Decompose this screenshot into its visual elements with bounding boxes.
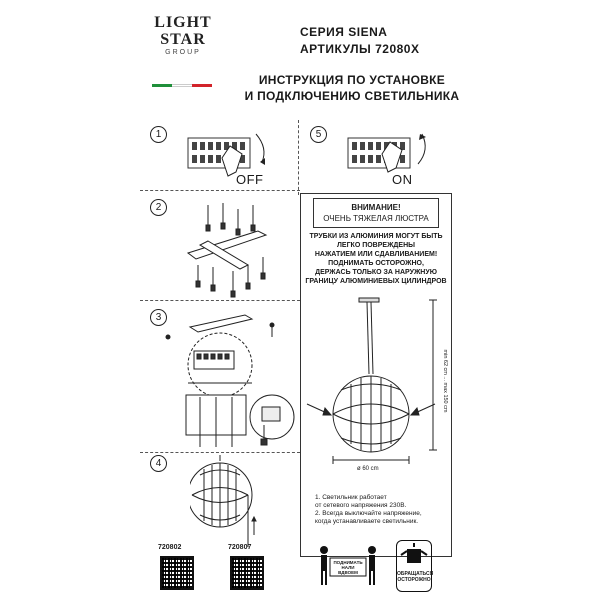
step-2-panel [140, 193, 298, 300]
fragile-box-icon [397, 541, 431, 569]
warning-dimensions-panel [300, 193, 452, 557]
title-line1: ИНСТРУКЦИЯ ПО УСТАНОВКЕ [258, 73, 446, 87]
step-4-panel [140, 455, 298, 555]
step-separator [140, 300, 300, 301]
step-1-label: OFF [236, 172, 264, 187]
note-line: от сетевого напряжения 230В. [315, 502, 407, 509]
note-line: 2. Всегда выключайте напряжение, [315, 510, 422, 517]
step-1-panel [140, 120, 298, 190]
step-3-number: 3 [150, 309, 167, 326]
warning-line: ДЕРЖАСЬ ТОЛЬКО ЗА НАРУЖНУЮ [315, 269, 437, 276]
page-title [232, 72, 472, 104]
logo-line2: STAR [160, 31, 206, 48]
brand-logo [148, 14, 218, 56]
chandelier-dimension-drawing [301, 294, 451, 494]
warning-subtitle: ОЧЕНЬ ТЯЖЕЛАЯ ЛЮСТРА [323, 214, 429, 223]
series-name: СЕРИЯ SIENA [300, 25, 388, 39]
height-dimension-label: min 62 cm ... max 150 cm [442, 349, 448, 413]
step-separator [140, 452, 300, 453]
step-3-panel [140, 303, 298, 451]
series-header [300, 24, 419, 58]
column-separator [298, 120, 299, 195]
note-line: 1. Светильник работает [315, 494, 387, 501]
aluminium-warning-text [301, 232, 451, 286]
step-separator [140, 190, 300, 191]
circuit-breaker-off-illustration [170, 124, 295, 188]
warning-title: ВНИМАНИЕ! [351, 203, 401, 212]
electrical-notes [315, 494, 445, 526]
height-dimension-label-wrap [439, 324, 451, 444]
step-5-panel [300, 120, 450, 190]
handle-with-care-text: ОБРАЩАТЬСЯ ОСТОРОЖНО [397, 571, 434, 583]
step-4-number: 4 [150, 455, 167, 472]
article-number: АРТИКУЛЫ 72080X [300, 42, 420, 56]
lift-together-badge [316, 542, 380, 590]
warning-line: ЛЕГКО ПОВРЕЖДЕНЫ [337, 242, 415, 249]
qr-code-left[interactable] [160, 556, 194, 590]
article-code-left: 720802 [158, 544, 182, 551]
mounting-bracket-exploded-illustration [178, 195, 293, 298]
diameter-label: ø 60 cm [357, 466, 379, 472]
step-5-label: ON [392, 172, 413, 187]
note-line: когда устанавливаете светильник. [315, 518, 419, 525]
circuit-breaker-on-illustration [330, 124, 450, 188]
warning-line: ГРАНИЦУ АЛЮМИНИЕВЫХ ЦИЛИНДРОВ [305, 278, 447, 285]
logo-line3: GROUP [165, 49, 201, 56]
wiring-connection-illustration [160, 307, 298, 451]
warning-line: НАЖАТИЕМ ИЛИ СДАВЛИВАНИЕМ! [314, 251, 438, 258]
chandelier-hang-illustration [190, 455, 298, 555]
warning-line: ПОДНИМАТЬ ОСТОРОЖНО, [328, 260, 424, 267]
heavy-warning-box [313, 198, 439, 228]
warning-line: ТРУБКИ ИЗ АЛЮМИНИЯ МОГУТ БЫТЬ [309, 233, 443, 240]
lift-together-text: ПОДНИМАТЬ НАЛИ ВДВОЕМ [333, 560, 363, 575]
logo-line1: LIGHT [154, 14, 212, 31]
italian-flag-stripe [152, 84, 212, 87]
article-code-right: 720807 [228, 544, 252, 551]
title-line2: И ПОДКЛЮЧЕНИЮ СВЕТИЛЬНИКА [244, 89, 460, 103]
handle-with-care-badge [396, 540, 432, 592]
qr-code-right[interactable] [230, 556, 264, 590]
step-2-number: 2 [150, 199, 167, 216]
step-1-number: 1 [150, 126, 167, 143]
step-5-number: 5 [310, 126, 327, 143]
